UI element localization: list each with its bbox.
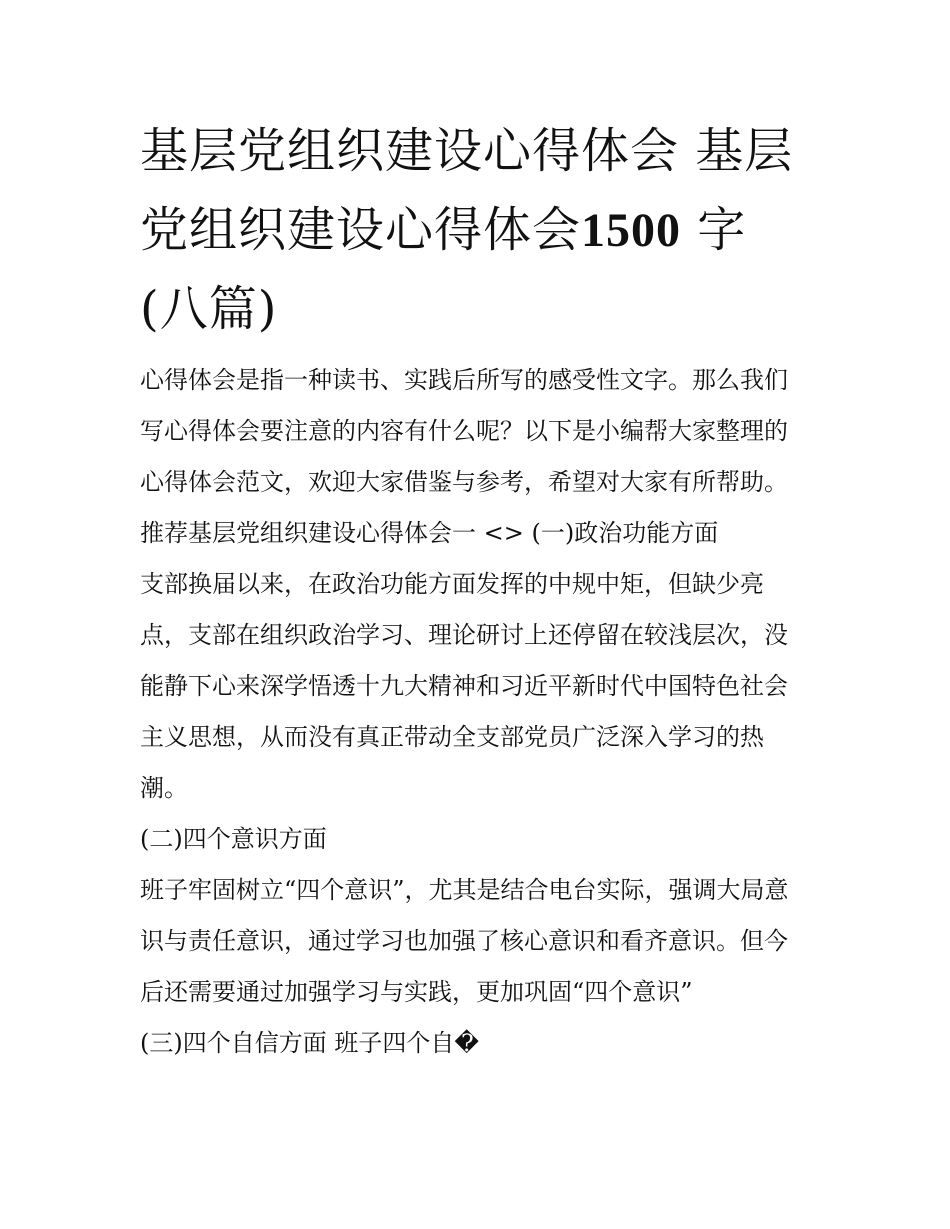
title-line-2-text: 党组织建设心得体会 [140,202,582,258]
title-number: 1500 [581,204,682,257]
body-line: 班子牢固树立“四个意识”，尤其是结合电台实际，强调大局意 [140,876,789,904]
section-heading: 推荐基层党组织建设心得体会一 <> (一)政治功能方面 [140,519,719,547]
title-line-2-suffix: 字 [681,202,747,258]
body-line: 心得体会是指一种读书、实践后所写的感受性文字。那么我们 [140,366,788,394]
body-line: 心得体会范文，欢迎大家借鉴与参考，希望对大家有所帮助。 [140,468,788,496]
body-line: 主义思想，从而没有真正带动全支部党员广泛深入学习的热 [140,723,764,751]
section-heading: (二)四个意识方面 [140,825,327,853]
body-line: 能静下心来深学悟透十九大精神和习近平新时代中国特色社会 [140,672,788,700]
body-line: 后还需要通过加强学习与实践，更加巩固“四个意识” [140,978,693,1006]
body-line: 写心得体会要注意的内容有什么呢？以下是小编帮大家整理的 [140,417,788,445]
body-line: 识与责任意识，通过学习也加强了核心意识和看齐意识。但今 [140,927,788,955]
document-title [140,112,820,349]
title-line-1: 基层党组织建设心得体会 基层 [140,123,794,179]
body-line: 支部换届以来，在政治功能方面发挥的中规中矩，但缺少亮 [140,570,764,598]
body-line: 点，支部在组织政治学习、理论研讨上还停留在较浅层次，没 [140,621,788,649]
title-line-3: (八篇) [140,281,278,337]
title-line-2 [140,191,820,270]
section-heading: (三)四个自信方面 班子四个自� [140,1029,479,1057]
document-body [140,355,830,1069]
body-line: 潮。 [140,774,188,802]
